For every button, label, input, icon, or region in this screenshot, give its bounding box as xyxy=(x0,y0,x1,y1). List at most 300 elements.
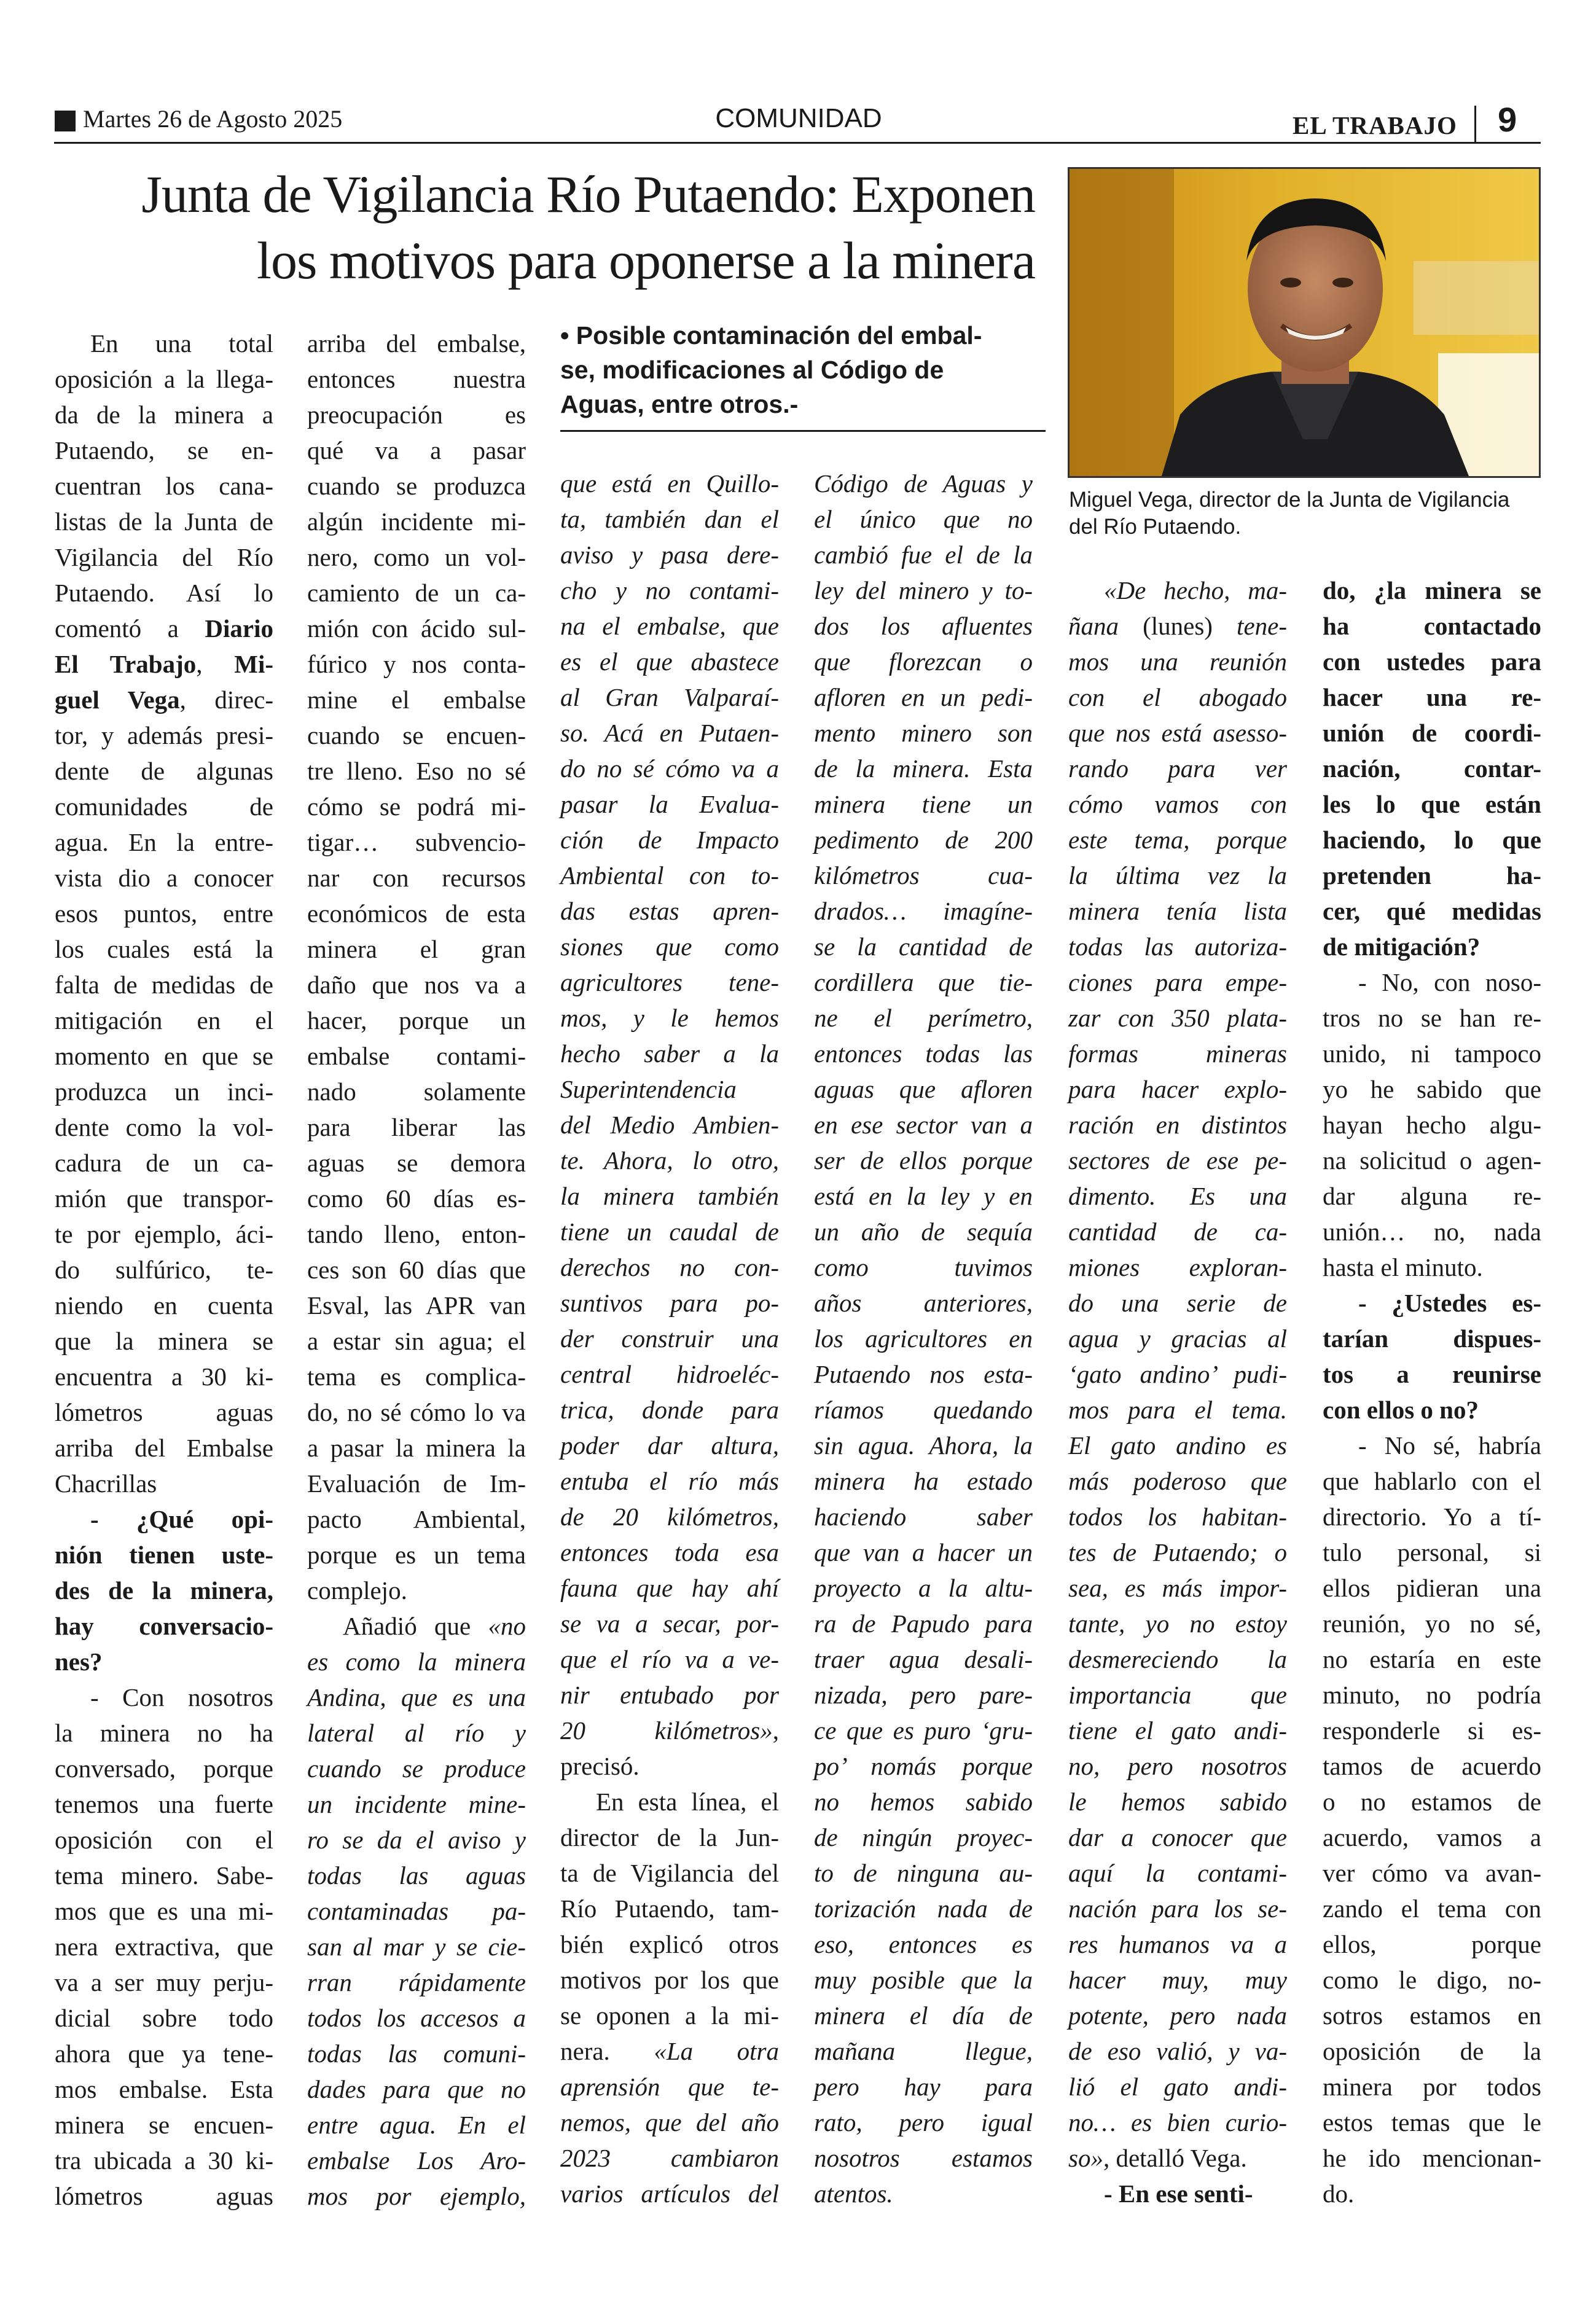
column-2-line: daño que nos va a xyxy=(307,971,526,999)
column-6-line: unión de coordi- xyxy=(1323,719,1541,747)
photo-caption: Miguel Vega, director de la Junta de Vigilancia del Río Putaendo. xyxy=(1069,488,1510,539)
column-2-line: fúrico y nos conta- xyxy=(307,650,526,678)
column-6-line: - No, con noso- xyxy=(1358,968,1541,996)
column-2-line: complejo. xyxy=(307,1576,407,1605)
column-2-line: nero, como un vol- xyxy=(307,543,526,571)
column-4-line: to de ninguna au- xyxy=(814,1859,1033,1887)
column-1-line: conversado, porque xyxy=(55,1754,273,1783)
column-1-line: Putaendo. Así lo xyxy=(55,579,273,607)
article-column-1 xyxy=(55,326,273,2214)
column-6-line: tulo personal, si xyxy=(1323,1538,1541,1566)
column-5-line: sea, es más impor- xyxy=(1068,1574,1287,1602)
column-6-line: responderle si es- xyxy=(1323,1716,1541,1745)
column-3-line: de 20 kilómetros, xyxy=(560,1503,779,1531)
column-3-line xyxy=(560,1713,779,1748)
column-1-line: niendo en cuenta xyxy=(55,1291,273,1319)
column-4-line: traer agua desali- xyxy=(814,1645,1033,1673)
article-column-2 xyxy=(307,326,526,2214)
column-6-line: ellos pidieran una xyxy=(1323,1574,1541,1602)
column-6-line: tarían dispues- xyxy=(1323,1324,1541,1353)
article-column-4 xyxy=(814,466,1033,2211)
column-4-line: ser de ellos porque xyxy=(814,1146,1033,1175)
column-5-line: de eso valió, y va- xyxy=(1068,2037,1287,2065)
column-2-line: arriba del embalse, xyxy=(307,329,526,358)
column-2-line: aguas se demora xyxy=(307,1149,526,1177)
column-2-line: mión con ácido sul- xyxy=(307,614,526,643)
column-5-line: lió el gato andi- xyxy=(1068,2073,1287,2101)
column-4-line: pedimento de 200 xyxy=(814,826,1033,854)
column-3-line: se va a secar, por- xyxy=(560,1609,779,1638)
column-3-line: hecho saber a la xyxy=(560,1039,779,1068)
header-date: Martes 26 de Agosto 2025 xyxy=(83,105,343,133)
column-2-line: dades para que no xyxy=(307,2075,526,2103)
column-3-line: aprensión que te- xyxy=(560,2073,779,2101)
column-5-line: - En ese senti- xyxy=(1104,2179,1253,2208)
line-segment: Añadió que xyxy=(343,1612,488,1640)
column-1-line: tor, y además presi- xyxy=(55,721,273,749)
column-4-line: el único que no xyxy=(814,505,1033,533)
column-1-line xyxy=(55,611,273,646)
column-2-line: lateral al río y xyxy=(307,1719,526,1747)
column-5-line: mos una reunión xyxy=(1068,647,1287,676)
column-6-line: como le digo, no- xyxy=(1323,1966,1541,1994)
column-6-line: de mitigación? xyxy=(1323,932,1481,961)
column-2-line: do, no sé cómo lo va xyxy=(307,1398,526,1426)
column-1-line: hay conversacio- xyxy=(55,1612,273,1640)
column-5-line: El gato andino es xyxy=(1068,1431,1287,1460)
column-1-line: nión tienen uste- xyxy=(55,1541,273,1569)
column-6-line: do, ¿la minera se xyxy=(1323,576,1541,604)
column-2-line: contaminadas pa- xyxy=(307,1897,526,1925)
column-6-line: dar alguna re- xyxy=(1323,1182,1541,1210)
line-segment: , detalló Vega. xyxy=(1103,2144,1247,2172)
column-5-line: agua y gracias al xyxy=(1068,1324,1287,1353)
line-segment: Diario xyxy=(205,614,273,643)
column-1-line: dicial sobre todo xyxy=(55,2004,273,2032)
column-5-line: hacer muy, muy xyxy=(1068,1966,1287,1994)
column-6-line: sotros estamos en xyxy=(1323,2001,1541,2030)
column-1-line: comunidades de xyxy=(55,792,273,821)
column-4-line: dos los afluentes xyxy=(814,612,1033,640)
column-1-line: tra ubicada a 30 ki- xyxy=(55,2146,273,2175)
column-5-line: la última vez la xyxy=(1068,861,1287,889)
column-1-line: va a ser muy perju- xyxy=(55,1968,273,1996)
portrait-illustration xyxy=(1070,169,1539,476)
column-2-line: para liberar las xyxy=(307,1113,526,1141)
column-2-line: a estar sin agua; el xyxy=(307,1327,526,1355)
column-4-line: minera ha estado xyxy=(814,1467,1033,1495)
column-5-line: desmereciendo la xyxy=(1068,1645,1287,1673)
column-5-line: ciones para empe- xyxy=(1068,968,1287,996)
column-3-line: trica, donde para xyxy=(560,1396,779,1424)
column-5-line: todas las autoriza- xyxy=(1068,932,1287,961)
column-1-line: - ¿Qué opi- xyxy=(90,1505,273,1533)
column-2-line: a pasar la minera la xyxy=(307,1434,526,1462)
column-5-line: do una serie de xyxy=(1068,1289,1287,1317)
column-6-line: no estaría en este xyxy=(1323,1645,1541,1673)
column-4-line: ce que es puro ‘gru- xyxy=(814,1716,1033,1745)
column-6-line: estos temas que le xyxy=(1323,2108,1541,2136)
column-5-line: cantidad de ca- xyxy=(1068,1218,1287,1246)
column-3-line: central hidroeléc- xyxy=(560,1360,779,1388)
column-1-line: ahora que ya tene- xyxy=(55,2039,273,2068)
column-3-line: siones que como xyxy=(560,932,779,961)
column-3-line: na el embalse, que xyxy=(560,612,779,640)
column-5-line xyxy=(1068,2140,1287,2176)
column-3-line: motivos por los que xyxy=(560,1966,779,1994)
column-4-line: torización nada de xyxy=(814,1894,1033,1923)
column-5-line: le hemos sabido xyxy=(1068,1788,1287,1816)
column-3-line: der construir una xyxy=(560,1324,779,1353)
column-2-line: hacer, porque un xyxy=(307,1006,526,1034)
column-6-line: que hablarlo con el xyxy=(1323,1467,1541,1495)
column-3-line: entonces toda esa xyxy=(560,1538,779,1566)
column-1-line: encuentra a 30 ki- xyxy=(55,1362,273,1391)
column-2-line: económicos de esta xyxy=(307,899,526,928)
column-4-line: que florezcan o xyxy=(814,647,1033,676)
column-3-line: que el río va a ve- xyxy=(560,1645,779,1673)
column-4-line: en ese sector van a xyxy=(814,1111,1033,1139)
column-2-line: cuando se produzca xyxy=(307,472,526,500)
column-1-line: lómetros aguas xyxy=(55,1398,273,1426)
column-1-line: te por ejemplo, áci- xyxy=(55,1220,273,1248)
column-1-line: Putaendo, se en- xyxy=(55,436,273,464)
line-segment: «no xyxy=(488,1612,526,1640)
article-headline xyxy=(68,161,1035,294)
column-3-line: pasar la Evalua- xyxy=(560,790,779,818)
column-6-line: tos a reunirse xyxy=(1323,1360,1541,1388)
column-5-line: dar a conocer que xyxy=(1068,1823,1287,1851)
column-2-line: cuando se produce xyxy=(307,1754,526,1783)
column-3-line xyxy=(560,2033,779,2069)
column-2-line: san al mar y se cie- xyxy=(307,1933,526,1961)
column-5-line: con el abogado xyxy=(1068,683,1287,711)
column-3-line: so. Acá en Putaen- xyxy=(560,719,779,747)
column-2-line: todas las comuni- xyxy=(307,2039,526,2068)
column-4-line: atentos. xyxy=(814,2179,893,2208)
column-1-line: Vigilancia del Río xyxy=(55,543,273,571)
column-4-line: ra de Papudo para xyxy=(814,1609,1033,1638)
column-4-line: kilómetros cua- xyxy=(814,861,1033,889)
column-4-line: Putaendo nos esta- xyxy=(814,1360,1033,1388)
column-4-line: que van a hacer un xyxy=(814,1538,1033,1566)
column-6-line: reunión, yo no sé, xyxy=(1323,1609,1541,1638)
article-column-6 xyxy=(1323,573,1541,2211)
line-segment: Mi- xyxy=(234,650,273,678)
line-segment: nera. xyxy=(560,2037,654,2065)
column-1-line: dente de algunas xyxy=(55,757,273,785)
column-1-line: falta de medidas de xyxy=(55,971,273,999)
column-6-line: na solicitud o agen- xyxy=(1323,1146,1541,1175)
column-4-line: entonces todas las xyxy=(814,1039,1033,1068)
column-4-line: cordillera que tie- xyxy=(814,968,1033,996)
column-2-line: algún incidente mi- xyxy=(307,507,526,536)
column-6-line: he ido mencionan- xyxy=(1323,2144,1541,2172)
column-4-line: sin agua. Ahora, la xyxy=(814,1431,1033,1460)
column-6-line: minera por todos xyxy=(1323,2073,1541,2101)
line-segment: guel Vega xyxy=(55,686,180,714)
column-4-line: un año de sequía xyxy=(814,1218,1033,1246)
column-4-line: afloren en un pedi- xyxy=(814,683,1033,711)
line-segment: so» xyxy=(1068,2144,1103,2172)
column-3-line: ción de Impacto xyxy=(560,826,779,854)
column-3-line: poder dar altura, xyxy=(560,1431,779,1460)
column-6-line: - ¿Ustedes es- xyxy=(1358,1289,1541,1317)
column-1-line: En una total xyxy=(90,329,273,358)
column-3-line: ta de Vigilancia del xyxy=(560,1859,779,1887)
header-page-number: 9 xyxy=(1498,100,1517,139)
column-6-line: ellos, porque xyxy=(1323,1930,1541,1958)
column-6-line: zando el tema con xyxy=(1323,1894,1541,1923)
column-4-line: nosotros estamos xyxy=(814,2144,1033,2172)
column-2-line: Evaluación de Im- xyxy=(307,1469,526,1498)
column-3-line: director de la Jun- xyxy=(560,1823,779,1851)
column-2-line: es como la minera xyxy=(307,1648,526,1676)
column-3-line: cho y no contami- xyxy=(560,576,779,604)
column-1-line: - Con nosotros xyxy=(90,1683,273,1711)
line-segment: El Trabajo xyxy=(55,650,197,678)
column-2-line: porque es un tema xyxy=(307,1541,526,1569)
column-5-line: nación para los se- xyxy=(1068,1894,1287,1923)
column-2-line: nar con recursos xyxy=(307,864,526,892)
headline-line-2: los motivos para oponerse a la minera xyxy=(257,231,1035,290)
column-1-line: produzca un inci- xyxy=(55,1077,273,1106)
header-newspaper-name: EL TRABAJO xyxy=(1293,111,1457,139)
column-1-line: lómetros aguas xyxy=(55,2182,273,2210)
header-divider xyxy=(1474,106,1476,144)
column-5-line: sectores de ese pe- xyxy=(1068,1146,1287,1175)
column-1-line: mitigación en el xyxy=(55,1006,273,1034)
column-6-line: pretenden ha- xyxy=(1323,861,1541,889)
column-6-line: yo he sabido que xyxy=(1323,1075,1541,1103)
column-2-line: minera el gran xyxy=(307,935,526,963)
column-4-line: no hemos sabido xyxy=(814,1788,1033,1816)
column-4-line: aguas que afloren xyxy=(814,1075,1033,1103)
column-2-line: Esval, las APR van xyxy=(307,1291,526,1319)
column-6-line: directorio. Yo a tí- xyxy=(1323,1503,1541,1531)
column-5-line: zar con 350 plata- xyxy=(1068,1004,1287,1032)
column-4-line: proyecto a la altu- xyxy=(814,1574,1033,1602)
column-4-line: ne el perímetro, xyxy=(814,1004,1033,1032)
column-5-line: «De hecho, ma- xyxy=(1104,576,1287,604)
column-6-line: hayan hecho algu- xyxy=(1323,1111,1541,1139)
column-2-line: tando lleno, enton- xyxy=(307,1220,526,1248)
line-segment: , xyxy=(196,650,235,678)
line-segment: comentó a xyxy=(55,614,205,643)
column-5-line: tes de Putaendo; o xyxy=(1068,1538,1287,1566)
column-6-line: o no estamos de xyxy=(1323,1788,1541,1816)
column-5-line: cómo vamos con xyxy=(1068,790,1287,818)
column-2-line: rran rápidamente xyxy=(307,1968,526,1996)
column-4-line: eso, entonces es xyxy=(814,1930,1033,1958)
column-5-line: rando para ver xyxy=(1068,754,1287,783)
column-2-line: embalse contami- xyxy=(307,1042,526,1070)
column-6-line: les lo que están xyxy=(1323,790,1541,818)
column-6-line: unido, ni tampoco xyxy=(1323,1039,1541,1068)
column-3-line: del Medio Ambien- xyxy=(560,1111,779,1139)
column-2-line: todos los accesos a xyxy=(307,2004,526,2032)
column-1-line: des de la minera, xyxy=(55,1576,273,1605)
column-3-line: das estas apren- xyxy=(560,897,779,925)
column-3-line: derechos no con- xyxy=(560,1253,779,1281)
column-4-line: po’ nomás porque xyxy=(814,1752,1033,1780)
column-1-line: dente como la vol- xyxy=(55,1113,273,1141)
column-1-line: momento en que se xyxy=(55,1042,273,1070)
column-1-line: cuentran los cana- xyxy=(55,472,273,500)
column-4-line: drados… imagíne- xyxy=(814,897,1033,925)
column-5-line: que nos está asesso- xyxy=(1068,719,1287,747)
column-2-line: tre lleno. Eso no sé xyxy=(307,757,526,785)
column-3-line: te. Ahora, lo otro, xyxy=(560,1146,779,1175)
column-5-line: para hacer explo- xyxy=(1068,1075,1287,1103)
column-1-line: mos que es una mi- xyxy=(55,1897,273,1925)
column-3-line: Río Putaendo, tam- xyxy=(560,1894,779,1923)
column-6-line: do. xyxy=(1323,2179,1355,2208)
column-1-line: cadura de un ca- xyxy=(55,1149,273,1177)
column-1-line: que la minera se xyxy=(55,1327,273,1355)
column-4-line: mañana llegue, xyxy=(814,2037,1033,2065)
line-segment: , direc- xyxy=(179,686,273,714)
portrait-photo xyxy=(1068,167,1541,478)
column-3-line: do no sé cómo va a xyxy=(560,754,779,783)
column-1-line: nera extractiva, que xyxy=(55,1933,273,1961)
column-2-line: un incidente mine- xyxy=(307,1790,526,1818)
column-5-line: importancia que xyxy=(1068,1681,1287,1709)
column-1-line: nes? xyxy=(55,1648,103,1676)
column-6-line: nación, contar- xyxy=(1323,754,1541,783)
column-6-line: haciendo, lo que xyxy=(1323,826,1541,854)
column-4-line: de ningún proyec- xyxy=(814,1823,1033,1851)
column-3-line: tiene un caudal de xyxy=(560,1218,779,1246)
column-4-line: se la cantidad de xyxy=(814,932,1033,961)
column-2-line: preocupación es xyxy=(307,401,526,429)
column-1-line: los cuales está la xyxy=(55,935,273,963)
column-3-line: se oponen a la mi- xyxy=(560,2001,779,2030)
column-1-line: vista dio a conocer xyxy=(55,864,273,892)
column-3-line: ta, también dan el xyxy=(560,505,779,533)
column-2-line: ro se da el aviso y xyxy=(307,1826,526,1854)
line-segment: 20 kilómetros» xyxy=(560,1716,773,1745)
header-square-marker xyxy=(55,111,76,131)
line-segment: ñana xyxy=(1068,612,1143,640)
column-3-line: al Gran Valparaí- xyxy=(560,683,779,711)
column-1-line: Chacrillas xyxy=(55,1469,157,1498)
column-1-line: minera se encuen- xyxy=(55,2111,273,2139)
article-column-5 xyxy=(1068,573,1287,2211)
column-2-line: nado solamente xyxy=(307,1077,526,1106)
column-3-line: nir entubado por xyxy=(560,1681,779,1709)
column-6-line: con ellos o no? xyxy=(1323,1396,1479,1424)
subhead-rule xyxy=(560,430,1046,432)
column-6-line: ha contactado xyxy=(1323,612,1541,640)
column-5-line: tante, yo no estoy xyxy=(1068,1609,1287,1638)
column-4-line: nizada, pero pare- xyxy=(814,1681,1033,1709)
column-2-line: mos por ejemplo, xyxy=(307,2182,526,2210)
column-6-line: cer, qué medidas xyxy=(1323,897,1541,925)
column-6-line: hacer una re- xyxy=(1323,683,1541,711)
column-2-line: pacto Ambiental, xyxy=(307,1505,526,1533)
column-3-line: agricultores tene- xyxy=(560,968,779,996)
column-6-line: acuerdo, vamos a xyxy=(1323,1823,1541,1851)
column-4-line: minera tiene un xyxy=(814,790,1033,818)
column-1-line: listas de la Junta de xyxy=(55,507,273,536)
column-3-line: fauna que hay ahí xyxy=(560,1574,779,1602)
column-4-line: mento minero son xyxy=(814,719,1033,747)
line-segment: tene- xyxy=(1212,612,1287,640)
column-4-line: está en la ley y en xyxy=(814,1182,1033,1210)
column-6-line: hasta el minuto. xyxy=(1323,1253,1483,1281)
column-2-line: embalse Los Aro- xyxy=(307,2146,526,2175)
column-2-line: como 60 días es- xyxy=(307,1184,526,1213)
column-5-line: ‘gato andino’ pudi- xyxy=(1068,1360,1287,1388)
header-section: COMUNIDAD xyxy=(715,103,882,133)
column-4-line: como tuvimos xyxy=(814,1253,1033,1281)
column-3-line: bién explicó otros xyxy=(560,1930,779,1958)
column-4-line: los agricultores en xyxy=(814,1324,1033,1353)
column-4-line: ley del minero y to- xyxy=(814,576,1033,604)
column-5-line: res humanos va a xyxy=(1068,1930,1287,1958)
column-4-line: pero hay para xyxy=(814,2073,1033,2101)
column-5-line: aquí la contami- xyxy=(1068,1859,1287,1887)
column-4-line: Código de Aguas y xyxy=(814,469,1033,498)
column-2-line xyxy=(307,1608,526,1644)
column-4-line: años anteriores, xyxy=(814,1289,1033,1317)
column-3-line: mos, y le hemos xyxy=(560,1004,779,1032)
column-5-line: no, pero nosotros xyxy=(1068,1752,1287,1780)
column-5-line: dimento. Es una xyxy=(1068,1182,1287,1210)
column-5-line: mos para el tema. xyxy=(1068,1396,1287,1424)
column-4-line: minera el día de xyxy=(814,2001,1033,2030)
column-3-line: aviso y pasa dere- xyxy=(560,541,779,569)
column-6-line: - No sé, habría xyxy=(1358,1431,1541,1460)
column-2-line: entre agua. En el xyxy=(307,2111,526,2139)
column-1-line: do sulfúrico, te- xyxy=(55,1256,273,1284)
column-1-line: tema minero. Sabe- xyxy=(55,1861,273,1890)
column-2-line: camiento de un ca- xyxy=(307,579,526,607)
column-1-line: mión que transpor- xyxy=(55,1184,273,1213)
column-2-line: mine el embalse xyxy=(307,686,526,714)
column-4-line: muy posible que la xyxy=(814,1966,1033,1994)
column-4-line: ríamos quedando xyxy=(814,1396,1033,1424)
line-segment: (lunes) xyxy=(1143,612,1213,640)
column-3-line: que está en Quillo- xyxy=(560,469,779,498)
column-4-line: de la minera. Esta xyxy=(814,754,1033,783)
column-1-line: tenemos una fuerte xyxy=(55,1790,273,1818)
column-3-line: Superintendencia xyxy=(560,1075,737,1103)
column-5-line: miones exploran- xyxy=(1068,1253,1287,1281)
column-1-line: oposición a la llega- xyxy=(55,365,273,393)
column-2-line: qué va a pasar xyxy=(307,436,526,464)
column-5-line: minera tenía lista xyxy=(1068,897,1287,925)
column-2-line: Andina, que es una xyxy=(307,1683,526,1711)
column-2-line: entonces nuestra xyxy=(307,365,526,393)
column-5-line: potente, pero nada xyxy=(1068,2001,1287,2030)
column-3-line: es el que abastece xyxy=(560,647,779,676)
column-5-line xyxy=(1068,608,1287,644)
column-1-line: esos puntos, entre xyxy=(55,899,273,928)
column-3-line: nemos, que del año xyxy=(560,2108,779,2136)
column-4-line: haciendo saber xyxy=(814,1503,1033,1531)
column-5-line: tiene el gato andi- xyxy=(1068,1716,1287,1745)
column-1-line xyxy=(55,682,273,717)
column-3-line: 2023 cambiaron xyxy=(560,2144,779,2172)
column-3-line: Ambiental con to- xyxy=(560,861,779,889)
column-6-line: oposición de la xyxy=(1323,2037,1541,2065)
column-2-line: tema es complica- xyxy=(307,1362,526,1391)
column-1-line xyxy=(55,646,273,682)
article-column-3 xyxy=(560,466,779,2211)
column-6-line: con ustedes para xyxy=(1323,647,1541,676)
